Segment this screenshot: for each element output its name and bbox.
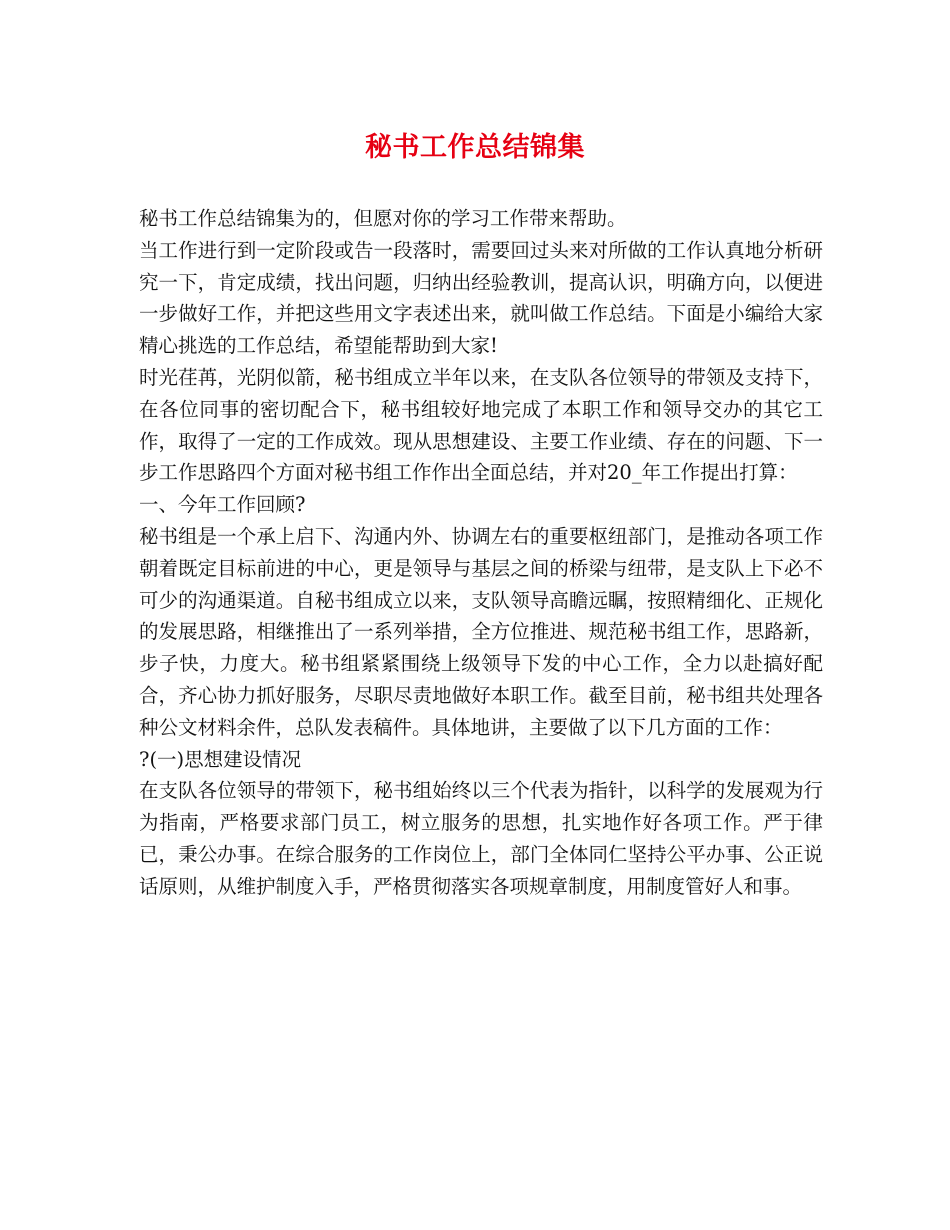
summary-definition-paragraph: 当工作进行到一定阶段或告一段落时，需要回过头来对所做的工作认真地分析研究一下，肯定成绩，找出问题，归纳出经验教训，提高认识，明确方向，以便进一步做好工作，并把这些用文字表述出来，就叫做工作总结。下面是小编给大家精心挑选的工作总结，希望能帮助到大家!: [139, 238, 823, 358]
document-body: [139, 203, 823, 903]
document-title: 秘书工作总结锦集: [365, 132, 585, 163]
section-heading-review: 一、今年工作回顾?: [139, 493, 306, 517]
overview-paragraph: 时光荏苒，光阴似箭，秘书组成立半年以来，在支队各位领导的带领及支持下，在各位同事的密切配合下，秘书组较好地完成了本职工作和领导交办的其它工作，取得了一定的工作成效。现从思想建设、主要工作业绩、存在的问题、下一步工作思路四个方面对秘书组工作作出全面总结，并对20_年工作提出打算：: [139, 365, 823, 485]
intro-paragraph: 秘书工作总结锦集为的，但愿对你的学习工作带来帮助。: [139, 207, 627, 230]
ideology-paragraph: 在支队各位领导的带领下，秘书组始终以三个代表为指针，以科学的发展观为行为指南，严格要求部门员工，树立服务的思想，扎实地作好各项工作。严于律已，秉公办事。在综合服务的工作岗位上，部门全体同仁坚持公平办事、公正说话原则，从维护制度入手，严格贯彻落实各项规章制度，用制度管好人和事。: [139, 779, 823, 898]
subsection-heading-ideology: ?(一)思想建设情况: [139, 747, 302, 771]
secretary-group-paragraph: 秘书组是一个承上启下、沟通内外、协调左右的重要枢纽部门，是推动各项工作朝着既定目标前进的中心，更是领导与基层之间的桥梁与纽带，是支队上下必不可少的沟通渠道。自秘书组成立以来，支队领导高瞻远瞩，按照精细化、正规化的发展思路，相继推出了一系列举措，全方位推进、规范秘书组工作，思路新，步子快，力度大。秘书组紧紧围绕上级领导下发的中心工作，全力以赴搞好配合，齐心协力抓好服务，尽职尽责地做好本职工作。截至目前，秘书组共处理各种公文材料余件，总队发表稿件。具体地讲，主要做了以下几方面的工作：: [139, 524, 823, 739]
